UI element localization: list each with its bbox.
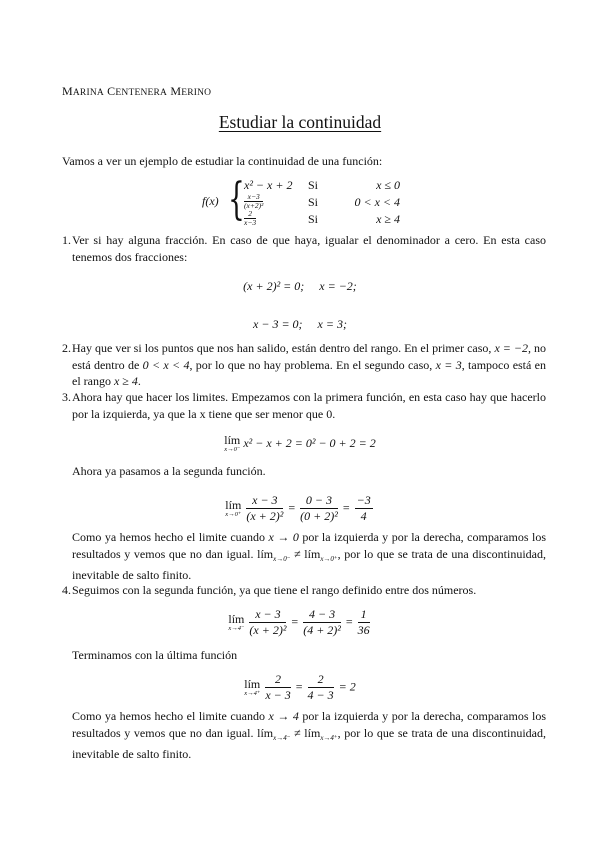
document-page: MARINA CENTENERA MERINO Estudiar la continuidad Vamos a ver un ejemplo de estudiar la continuidad de una función: f(x) { x² − x + 2 Si x ≤ 0 $\frac{x-3}{\text{(x+2)²}}$ Si 0 < x < 4 $\frac{2}{x-3}$ Si x ≥ 4 1. Ver si hay alguna fracción. En caso de que haya, igualar el denominador a cero. En esta caso tenemos dos fracciones: (x + 2)² = 0; x = −2; x − 3 = 0; x = 3; 2. Hay que ver si los puntos que nos han salido, están dentro del rango. En el primer caso, x = −2, no está dentro de 0 < x < 4, por lo que no hay problema. En el segundo caso, x = 3, tampoco está en el rango x ≥ 4. 3. Ahora hay que hacer los limites. Empezamos con la primera función, en esta caso hay que hacerlo por la izquierda, ya que la x tiene que ser menor que 0. lím x→0⁻ x² − x + 2 = 0² − 0 + 2 = 2 Ahora ya pasamos a la segunda función. lím x→0⁺ $\frac{x - 3}{\text{(x + 2)²}}$ = $\frac{0 - 3}{\text{(0 + 2)²}}$ = $\frac{-3}{4}$ Como ya hemos hecho el limite cuando x → 0 por la izquierda y por la derecha, comparamos los resultados y vemos que no dan igual. lím$_{x\to 0^-}$ ≠ lím$_{x\to 0^+}$, por lo que se trata de una discontinuidad, inevitable de salto finito. 4. Seguimos con la segunda función, ya que tiene el rango definido entre dos números. lím x→4⁻ $\frac{x - 3}{\text{(x + 2)²}}$ = $\frac{4 - 3}{\text{(4 + 2)²}}$ = $\frac{1}{36}$ Terminamos con la última función lím x→4⁺ $\frac{2}{x - 3}$ = $\frac{2}{4 - 3}$ = 2 Como ya hemos hecho el limite cuando x → 4 por la izquierda y por la derecha, comparamos los resultados y vemos que no dan igual. lím$_{x\to 4^-}$ ≠ lím$_{x\to 4^+}$, por lo que se trata de una discontinuidad, inevitable de salto finito. xyxy=(0,0,600,848)
page-title: Estudiar la continuidad xyxy=(218,112,382,132)
function-name: f(x) xyxy=(202,194,219,208)
paragraph-conclusion-1: Como ya hemos hecho el limite cuando x → 0 por la izquierda y por la derecha, comparamos los resultados y vemos que no dan igual. lím$_{x\to 0^-}$ ≠ lím$_{x\to 0^+}$, por lo que se trata de una discontinuidad, inevitable de salto finito. xyxy=(72,530,547,582)
author-name: MARINA CENTENERA MERINO xyxy=(62,84,212,98)
equation-limit-4: lím x→4⁺ $\frac{2}{x - 3}$ = $\frac{2}{4 - 3}$ = 2 xyxy=(244,672,356,702)
paragraph-second-function: Ahora ya pasamos a la segunda función. xyxy=(72,464,266,478)
paragraph-conclusion-2: Como ya hemos hecho el limite cuando x → 4 por la izquierda y por la derecha, comparamos los resultados y vemos que no dan igual. lím$_{x\to 4^-}$ ≠ lím$_{x\to 4^+}$, por lo que se trata de una discontinuidad, inevitable de salto finito. xyxy=(72,709,547,761)
equation-limit-2: lím x→0⁺ $\frac{x - 3}{\text{(x + 2)²}}$ = $\frac{0 - 3}{\text{(0 + 2)²}}$ = $\frac{-3}{4}$ xyxy=(225,493,371,523)
equation-limit-3: lím x→4⁻ $\frac{x - 3}{\text{(x + 2)²}}$ = $\frac{4 - 3}{\text{(4 + 2)²}}$ = $\frac{1}{36}$ xyxy=(228,607,370,637)
intro-text: Vamos a ver un ejemplo de estudiar la continuidad de una función: xyxy=(62,154,383,168)
left-brace: { xyxy=(228,174,245,225)
equation-denominator-2: x − 3 = 0; x = 3; xyxy=(253,317,347,331)
equation-limit-1: lím x→0⁻ x² − x + 2 = 0² − 0 + 2 = 2 xyxy=(224,433,376,453)
paragraph-last-function: Terminamos con la última función xyxy=(72,648,238,662)
equation-denominator-1: (x + 2)² = 0; x = −2; xyxy=(243,279,357,293)
